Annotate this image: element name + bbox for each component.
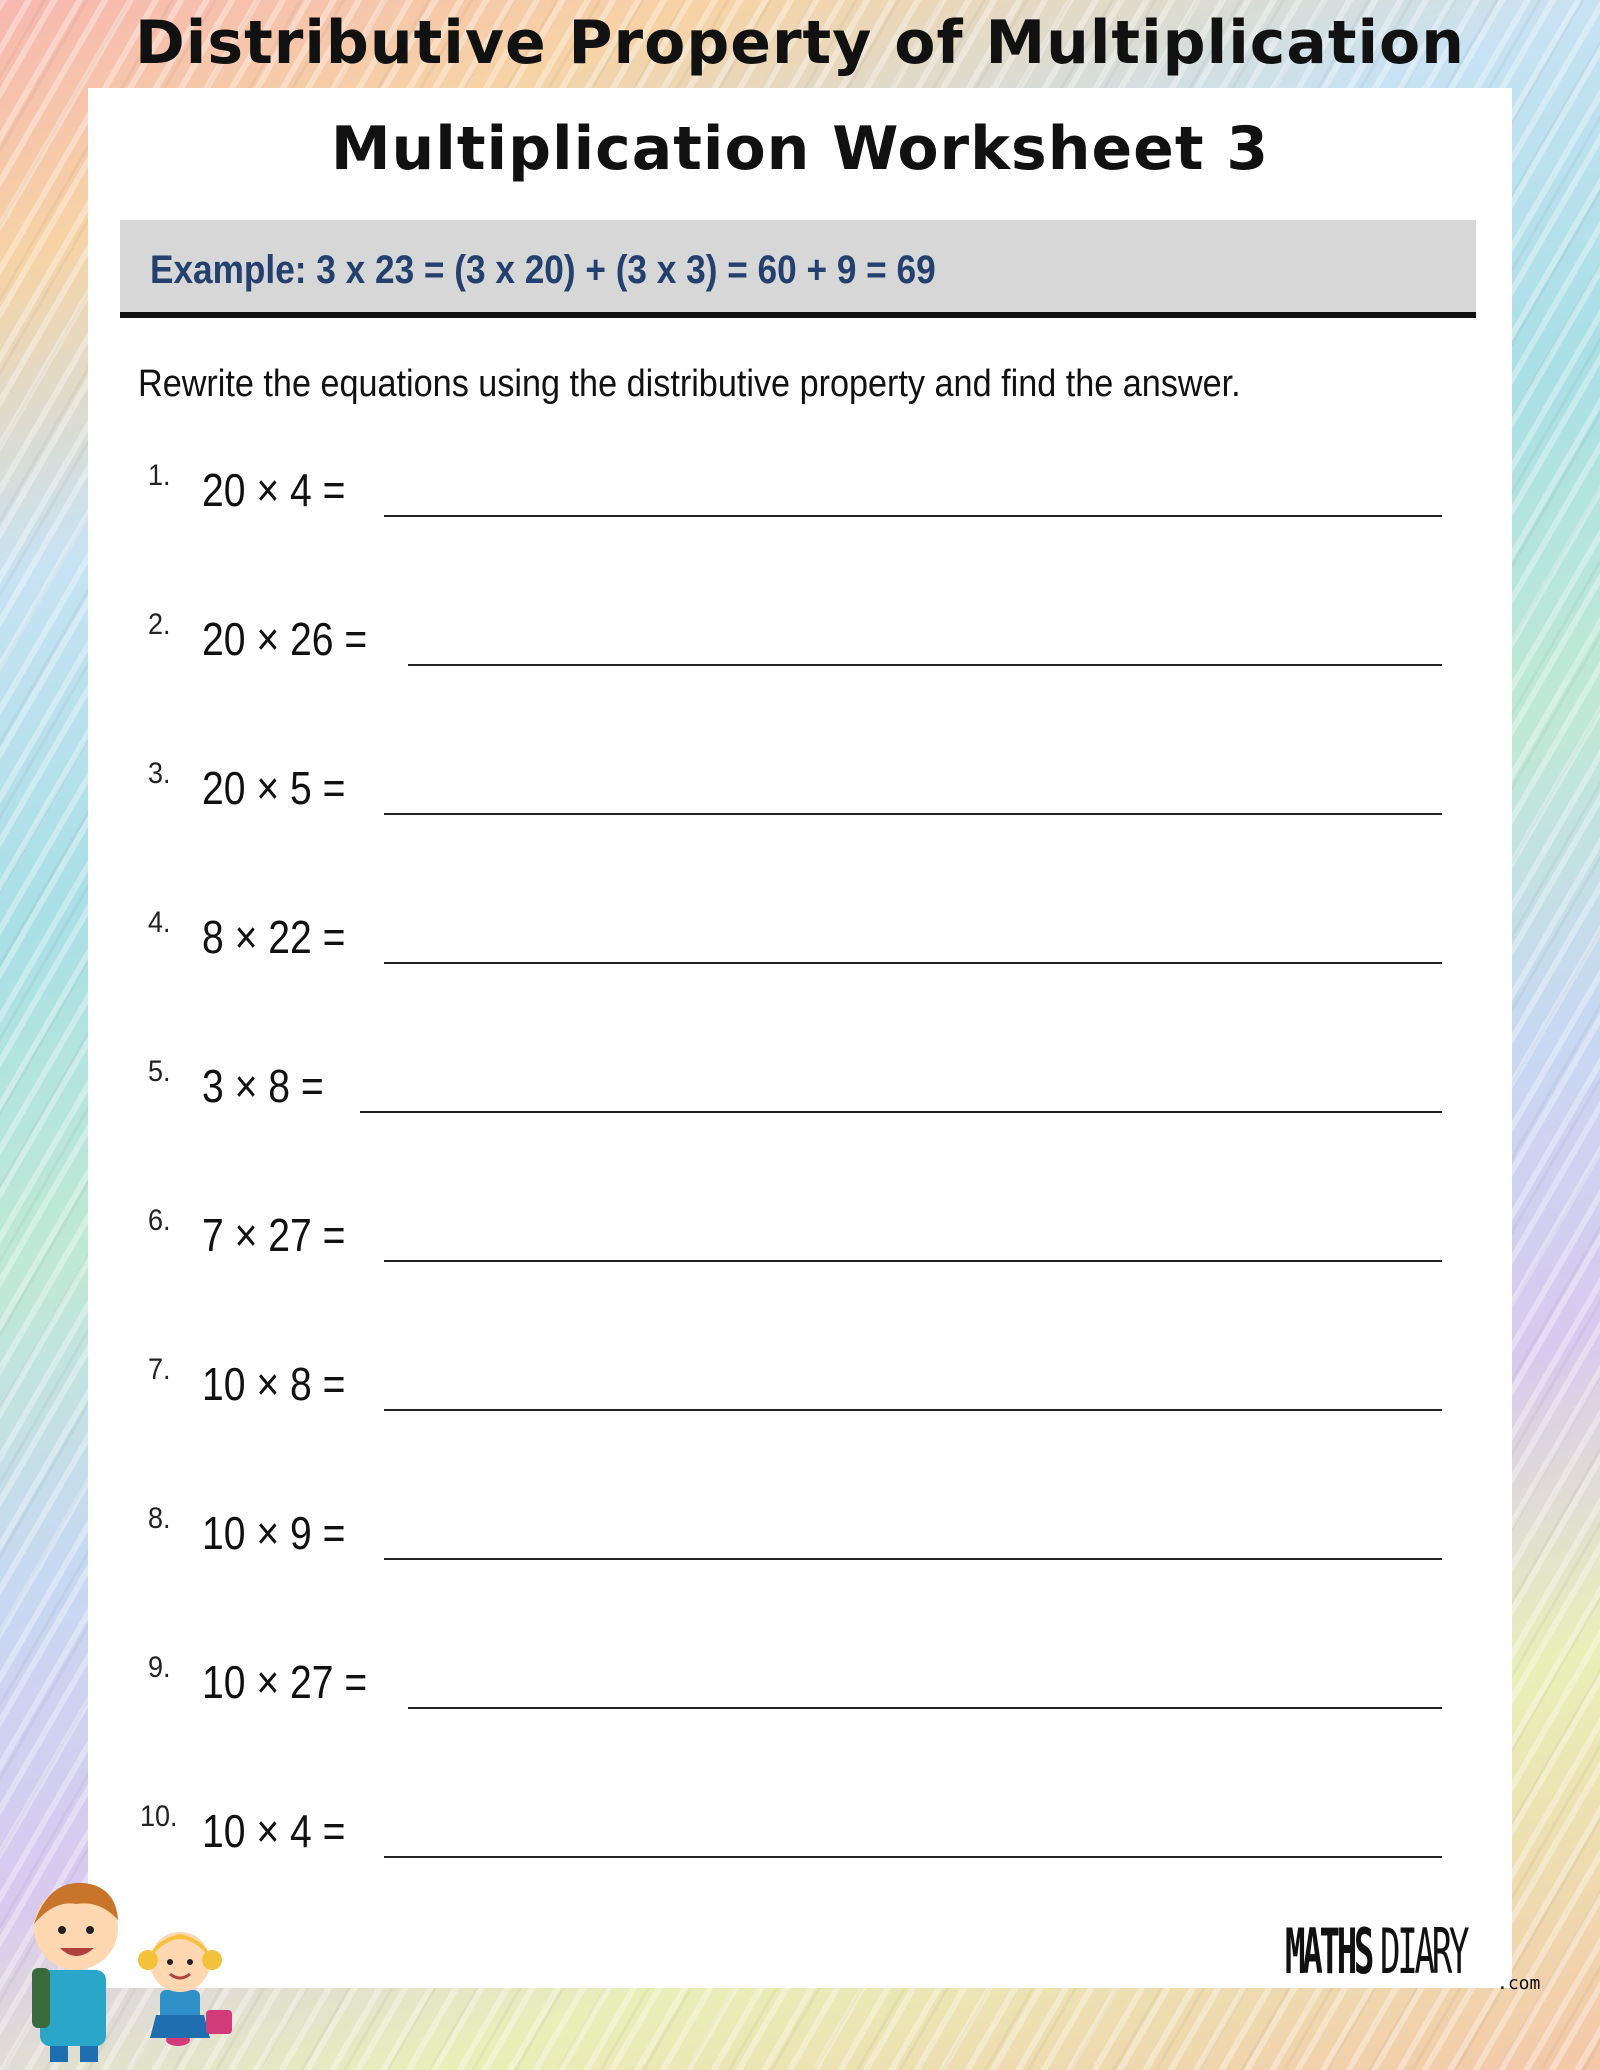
problem-row xyxy=(88,751,1512,831)
problem-equation: 10 × 27 = xyxy=(202,1656,368,1708)
mathsdiary-logo xyxy=(1285,1915,1541,1994)
worksheet-topic-title: Distributive Property of Multiplication xyxy=(135,8,1465,78)
answer-line[interactable] xyxy=(384,962,1442,964)
answer-line[interactable] xyxy=(384,1856,1442,1858)
answer-line[interactable] xyxy=(384,515,1442,517)
problem-number: 8. xyxy=(148,1502,171,1535)
instructions-text: Rewrite the equations using the distributive property and find the answer. xyxy=(138,363,1241,405)
problem-row xyxy=(88,1049,1512,1129)
problem-row xyxy=(88,1198,1512,1278)
problem-number: 1. xyxy=(148,459,171,492)
problem-equation: 7 × 27 = xyxy=(202,1209,346,1261)
problem-row xyxy=(88,1645,1512,1725)
logo-maths-text: MATHS xyxy=(1285,1915,1372,1988)
girl-figure xyxy=(138,1932,232,2046)
problem-equation: 3 × 8 = xyxy=(202,1060,324,1112)
problem-row xyxy=(88,1496,1512,1576)
problem-number: 3. xyxy=(148,757,171,790)
problem-row xyxy=(88,1347,1512,1427)
problem-number: 6. xyxy=(148,1204,171,1237)
example-banner xyxy=(120,220,1476,318)
problem-row xyxy=(88,602,1512,682)
problem-number: 2. xyxy=(148,608,171,641)
problem-number: 10. xyxy=(140,1800,178,1833)
logo-com-text: .com xyxy=(1497,1973,1541,1994)
problem-number: 9. xyxy=(148,1651,171,1684)
problem-equation: 20 × 5 = xyxy=(202,762,346,814)
answer-line[interactable] xyxy=(360,1111,1442,1113)
example-text: Example: 3 x 23 = (3 x 20) + (3 x 3) = 60 + 9 = 69 xyxy=(150,248,936,292)
problem-row xyxy=(88,900,1512,980)
problem-number: 4. xyxy=(148,906,171,939)
problem-equation: 10 × 9 = xyxy=(202,1507,346,1559)
worksheet-page xyxy=(88,88,1512,1988)
problem-equation: 8 × 22 = xyxy=(202,911,346,963)
worksheet-subtitle: Multiplication Worksheet 3 xyxy=(330,114,1270,184)
problem-equation: 10 × 8 = xyxy=(202,1358,346,1410)
kids-illustration xyxy=(10,1840,240,2065)
problem-equation: 20 × 26 = xyxy=(202,613,368,665)
logo-diary-text: DIARY xyxy=(1379,1915,1466,1988)
problem-row xyxy=(88,1794,1512,1874)
answer-line[interactable] xyxy=(384,1260,1442,1262)
answer-line[interactable] xyxy=(384,1409,1442,1411)
problem-number: 7. xyxy=(148,1353,171,1386)
problem-number: 5. xyxy=(148,1055,171,1088)
answer-line[interactable] xyxy=(384,1558,1442,1560)
answer-line[interactable] xyxy=(408,664,1442,666)
problem-row xyxy=(88,453,1512,533)
answer-line[interactable] xyxy=(384,813,1442,815)
problem-equation: 10 × 4 = xyxy=(202,1805,346,1857)
answer-line[interactable] xyxy=(408,1707,1442,1709)
problem-equation: 20 × 4 = xyxy=(202,464,346,516)
boy-figure xyxy=(32,1883,118,2062)
